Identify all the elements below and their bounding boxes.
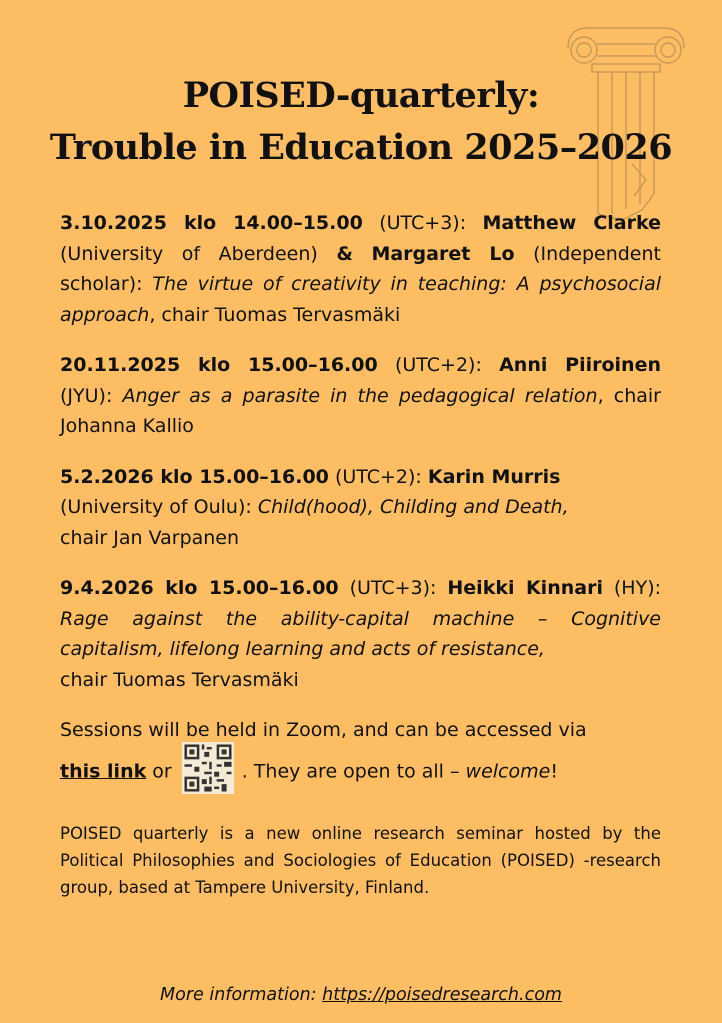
session-3-talk-title: Child(hood), Childing and Death, bbox=[257, 496, 569, 518]
footer-website-link[interactable]: https://poisedresearch.com bbox=[322, 985, 562, 1005]
session-3-timezone: (UTC+2): bbox=[334, 465, 422, 488]
footer-label: More information: bbox=[160, 985, 317, 1005]
about-paragraph: POISED quarterly is a new online research seminar hosted by the Political Philosophies and Sociologies of Education (POISED) -research group, based at Tampere University, Finland. bbox=[60, 823, 661, 897]
session-2-speaker: Anni Piiroinen bbox=[499, 354, 661, 376]
session-1-speaker-1: Matthew Clarke bbox=[482, 212, 661, 234]
session-1-chair: , chair Tuomas Tervasmäki bbox=[149, 303, 401, 326]
session-3-chair: chair Jan Varpanen bbox=[60, 526, 240, 549]
session-2-chair: chair Johanna Kallio bbox=[60, 384, 661, 437]
footer bbox=[0, 985, 722, 1005]
page-title bbox=[0, 70, 722, 174]
qr-code-icon[interactable] bbox=[182, 742, 234, 794]
session-4-talk-title: Rage against the ability-capital machine – Cognitive capitalism, lifelong learning and acts of resistance, bbox=[60, 607, 661, 660]
session-1 bbox=[60, 208, 661, 330]
session-1-timezone: (UTC+3): bbox=[379, 212, 467, 234]
title-line-1: POISED-quarterly: bbox=[182, 75, 540, 116]
session-3-date: 5.2.2026 klo 15.00–16.00 bbox=[60, 465, 329, 488]
session-1-talk-title: The virtue of creativity in teaching: A psychosocial approach bbox=[60, 273, 661, 326]
session-1-date: 3.10.2025 klo 14.00–15.00 bbox=[60, 212, 363, 234]
session-3 bbox=[60, 462, 661, 554]
session-3-affiliation: (University of Oulu): bbox=[60, 496, 252, 518]
zoom-or: or bbox=[152, 760, 172, 782]
session-1-affiliation-1: (University of Aberdeen) bbox=[60, 242, 318, 265]
session-4-timezone: (UTC+3): bbox=[349, 577, 437, 599]
session-2-timezone: (UTC+2): bbox=[394, 354, 482, 376]
session-list bbox=[60, 208, 661, 917]
zoom-info bbox=[60, 715, 661, 798]
session-3-speaker: Karin Murris bbox=[427, 465, 561, 488]
session-1-speaker-2: Margaret Lo bbox=[371, 242, 515, 265]
session-2: 20.11.2025 klo 15.00–16.00 (UTC+2): Anni Piiroinen (JYU): Anger as a parasite in the pedagogical relation, chair Johanna Kallio bbox=[60, 354, 661, 437]
zoom-welcome: welcome bbox=[465, 760, 551, 782]
session-2-date: 20.11.2025 klo 15.00–16.00 bbox=[60, 354, 378, 376]
zoom-link[interactable]: this link bbox=[60, 760, 147, 782]
session-4-affiliation: (HY): bbox=[613, 577, 662, 599]
zoom-open-text: . They are open to all – bbox=[241, 760, 460, 782]
session-1-affiliation-2: (Independent scholar): bbox=[60, 242, 661, 295]
session-2-talk-title: Anger as a parasite in the pedagogical relation bbox=[122, 384, 598, 407]
zoom-exclamation: ! bbox=[550, 760, 558, 782]
session-4-speaker: Heikki Kinnari bbox=[447, 577, 603, 599]
session-1-ampersand: & bbox=[336, 242, 353, 265]
session-4-date: 9.4.2026 klo 15.00–16.00 bbox=[60, 577, 339, 599]
session-2-affiliation: (JYU): bbox=[60, 384, 113, 407]
title-line-2: Trouble in Education 2025–2026 bbox=[49, 127, 673, 168]
session-4-chair: chair Tuomas Tervasmäki bbox=[60, 668, 299, 691]
session-4 bbox=[60, 573, 661, 695]
zoom-text: Sessions will be held in Zoom, and can be accessed via bbox=[60, 719, 587, 741]
